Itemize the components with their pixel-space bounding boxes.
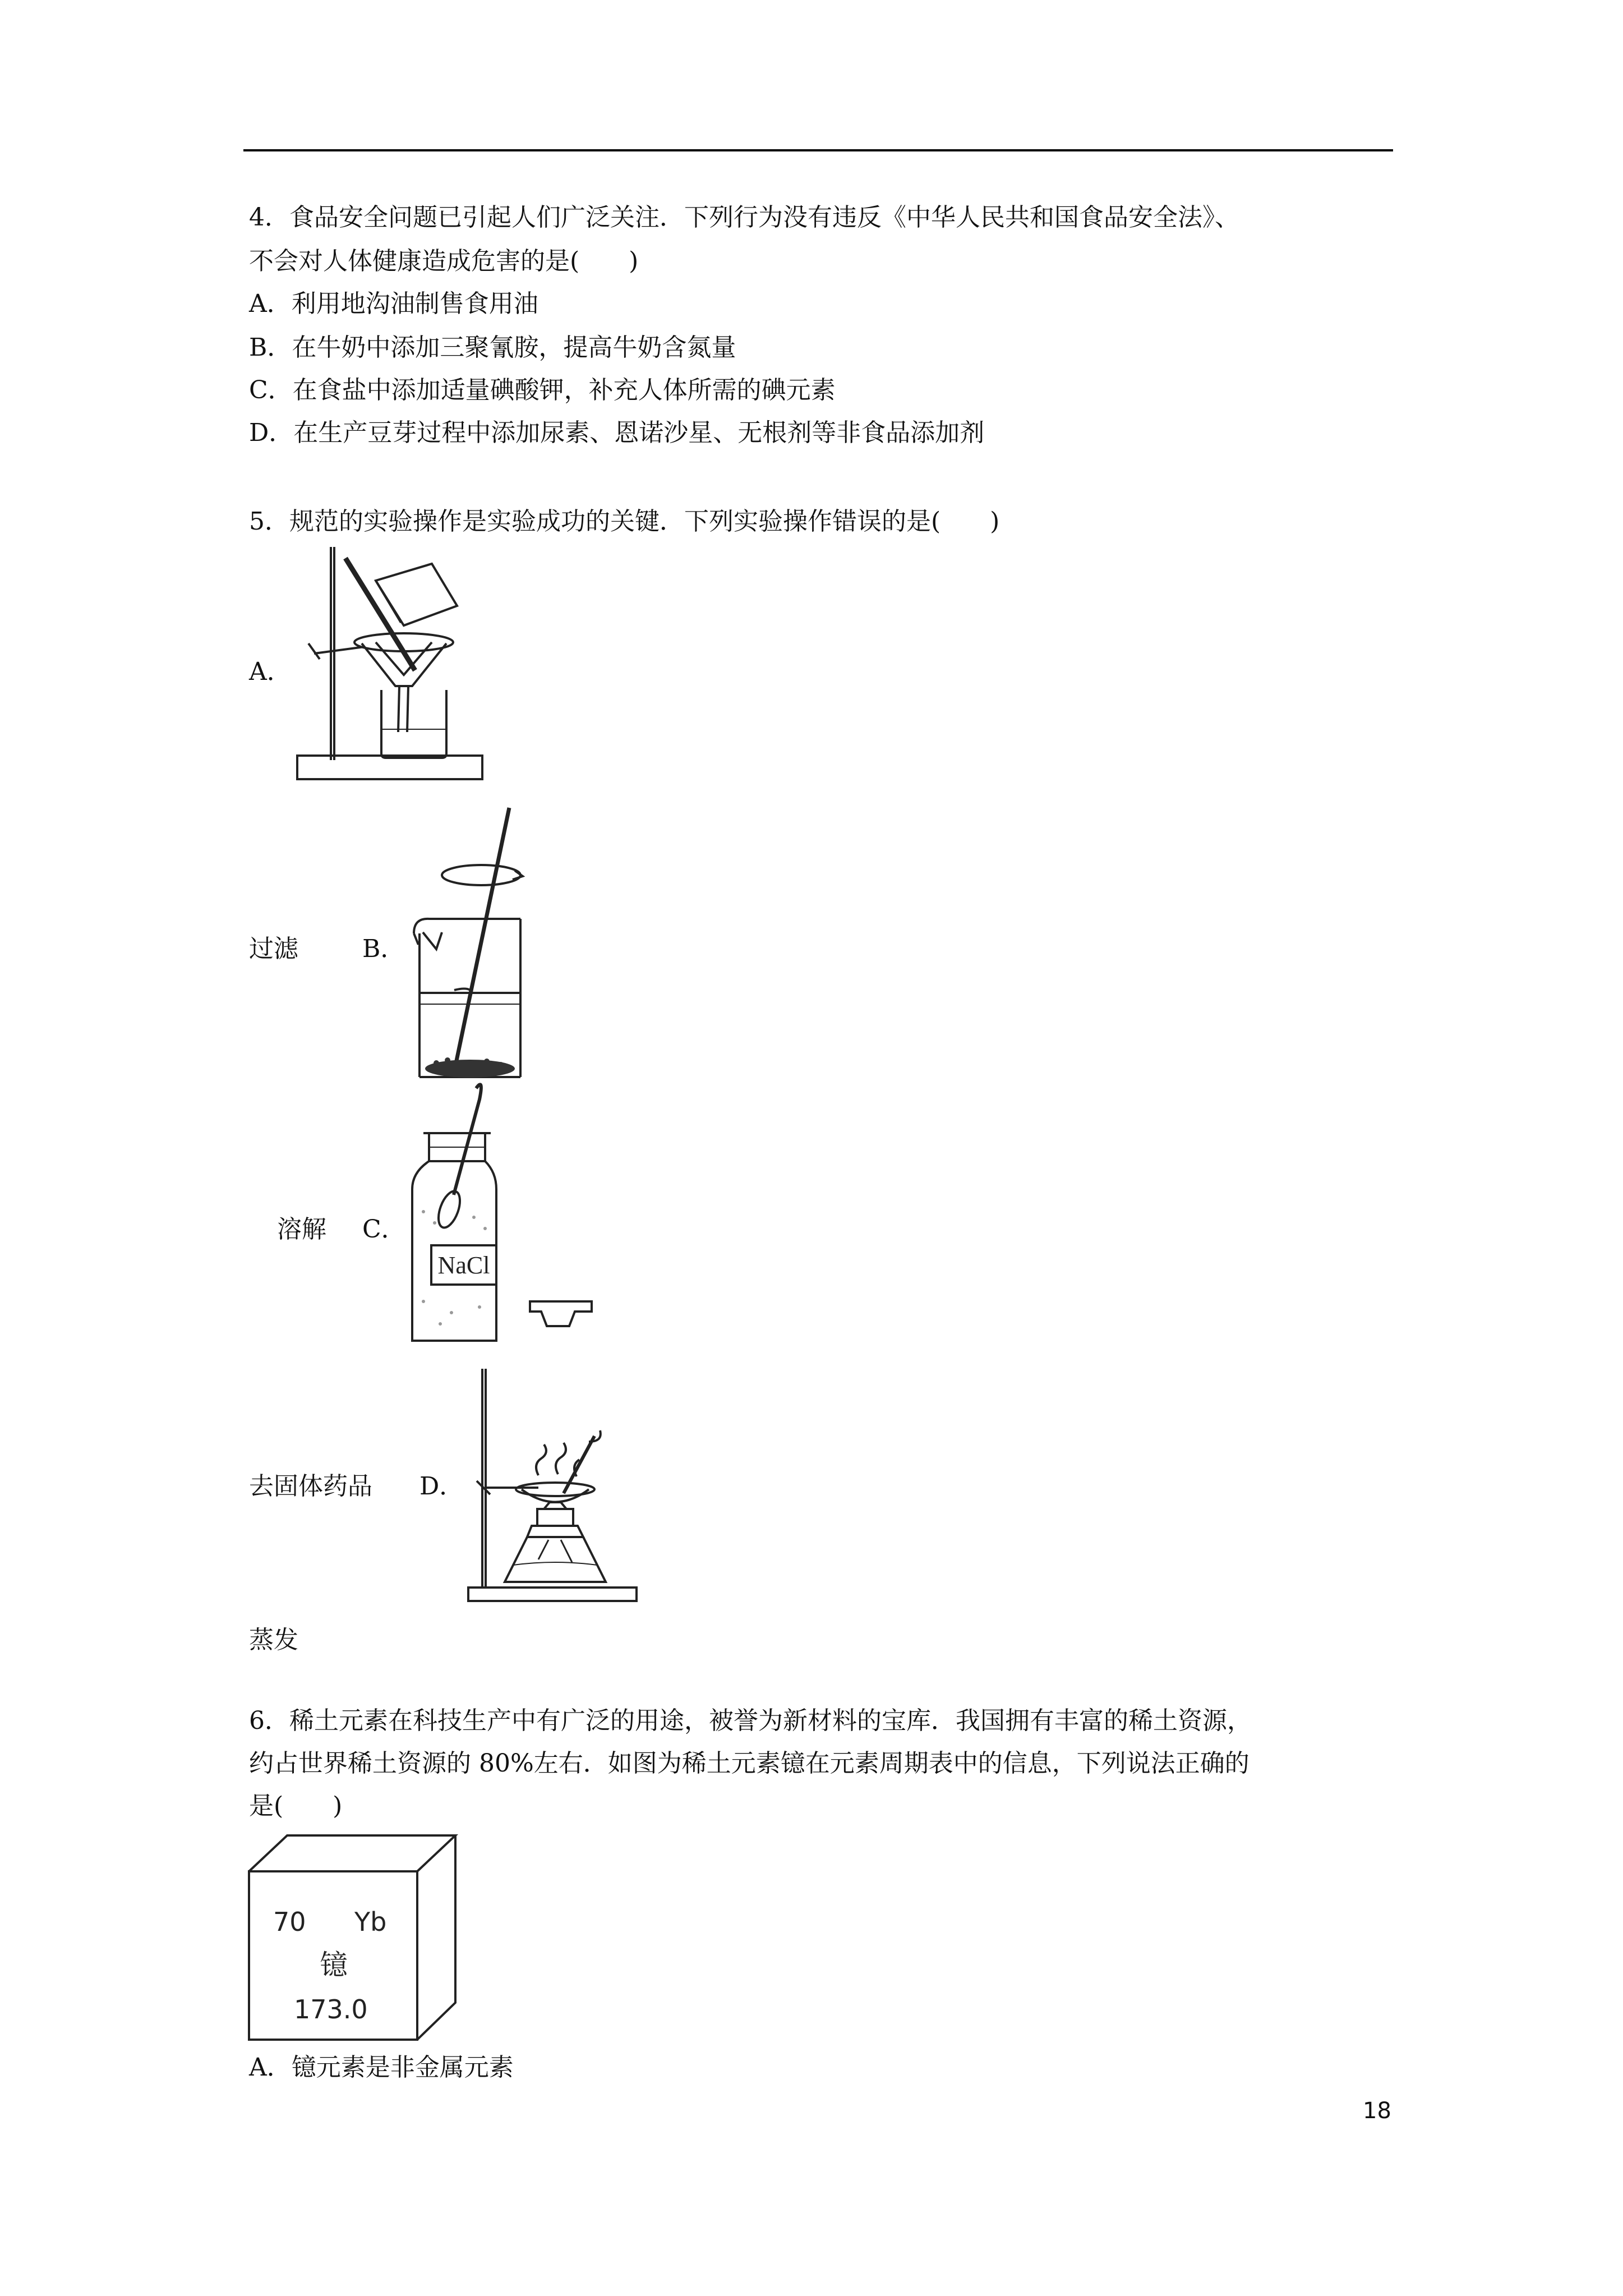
page-number: 18 — [1363, 2098, 1391, 2124]
q6-option-a: A．镱元素是非金属元素 — [249, 2053, 514, 2082]
q5-c-letter: C． — [362, 1215, 406, 1244]
q4-option-a: A．利用地沟油制售食用油 — [249, 289, 538, 318]
atomic-number: 70 — [273, 1907, 306, 1937]
q4-option-c: C．在食盐中添加适量碘酸钾，补充人体所需的碘元素 — [249, 376, 836, 404]
q5-a-letter: A． — [249, 657, 292, 686]
q5-c-caption: 去固体药品 — [249, 1472, 372, 1501]
q6-stem-line1: 6．稀土元素在科技生产中有广泛的用途，被誉为新材料的宝库．我国拥有丰富的稀土资源， — [249, 1706, 1252, 1735]
q5-stem: 5．规范的实验操作是实验成功的关键．下列实验操作错误的是( ) — [249, 507, 1000, 536]
evaporation-figure — [465, 1369, 645, 1604]
q4-option-d: D．在生产豆芽过程中添加尿素、恩诺沙星、无根剂等非食品添加剂 — [249, 418, 985, 447]
q5-d-letter: D． — [419, 1472, 464, 1501]
q4-option-b: B．在牛奶中添加三聚氰胺，提高牛奶含氮量 — [249, 333, 736, 362]
q6-stem-line2: 约占世界稀土资源的 80%左右．如图为稀土元素镱在元素周期表中的信息，下列说法正确的 — [249, 1749, 1249, 1778]
q5-d-caption: 蒸发 — [249, 1626, 298, 1654]
q5-b-letter: B． — [362, 935, 405, 963]
filtration-figure — [292, 547, 494, 794]
atomic-mass: 173.0 — [294, 1994, 368, 2024]
header-rule — [243, 149, 1393, 151]
q5-a-caption: 过滤 — [249, 935, 298, 963]
q5-b-caption: 溶解 — [277, 1215, 326, 1244]
q4-stem-line1: 4．食品安全问题已引起人们广泛关注．下列行为没有违反《中华人民共和国食品安全法》、 — [249, 203, 1239, 232]
element-symbol: Yb — [354, 1907, 387, 1937]
q4-stem-line2: 不会对人体健康造成危害的是( ) — [249, 247, 639, 275]
solid-reagent-figure — [407, 1077, 597, 1346]
ytterbium-element-card — [248, 1834, 461, 2042]
element-name: 镱 — [320, 1949, 348, 1981]
q6-stem-line3: 是( ) — [249, 1792, 343, 1820]
dissolving-figure — [403, 808, 537, 1099]
nacl-bottle-label: NaCl — [437, 1251, 490, 1279]
